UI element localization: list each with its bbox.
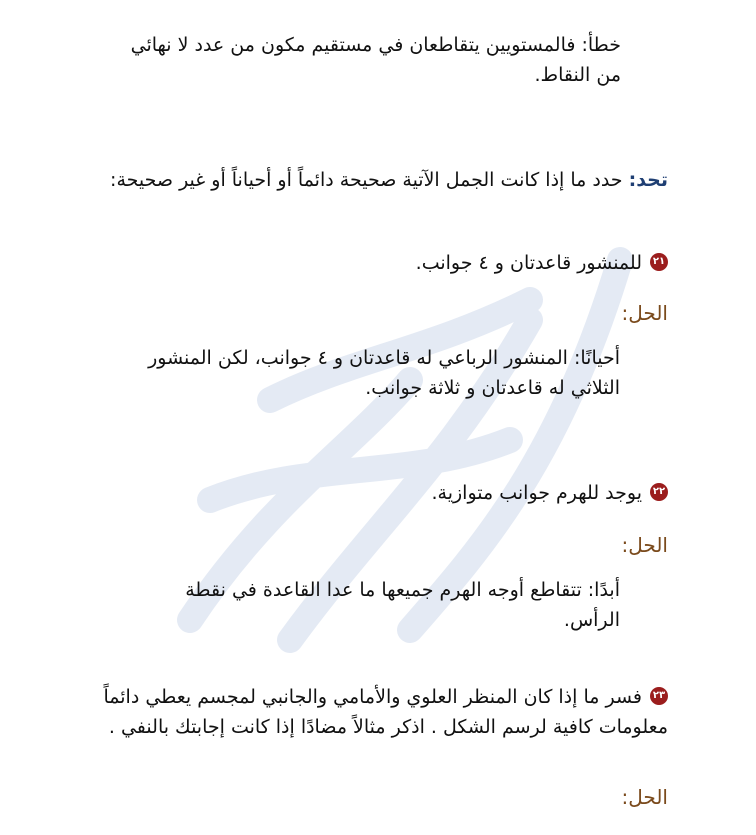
answer-text: أحيانًا: المنشور الرباعي له قاعدتان و ٤ جوانب، لكن المنشور الثلاثي له قاعدتان و ثلاثة جوانب.	[148, 347, 620, 399]
intro-text: خطأ: فالمستويين يتقاطعان في مستقيم مكون من عدد لا نهائي من النقاط.	[130, 34, 621, 86]
solution-label-21	[300, 298, 668, 328]
intro-paragraph	[100, 30, 621, 90]
answer-text: أبدًا: تتقاطع أوجه الهرم جميعها ما عدا القاعدة في نقطة الرأس.	[185, 579, 620, 631]
question-text: فسر ما إذا كان المنظر العلوي والأمامي والجانبي لمجسم يعطي دائماً معلومات كافية لرسم الشكل . اذكر مثالاً مضادًا إذا كانت إجابتك بالنفي .	[103, 686, 668, 738]
challenge-label: تحد:	[628, 169, 668, 191]
solution-label-22	[300, 530, 668, 560]
solution-label: الحل:	[621, 301, 668, 325]
question-22	[200, 478, 668, 508]
answer-22	[170, 575, 620, 635]
challenge-paragraph	[95, 165, 668, 195]
question-text: للمنشور قاعدتان و ٤ جوانب.	[415, 252, 642, 274]
challenge-prompt: حدد ما إذا كانت الجمل الآتية صحيحة دائماً أو أحياناً أو غير صحيحة:	[110, 169, 623, 191]
answer-21	[140, 343, 620, 403]
question-number-badge: ٢٢	[650, 483, 668, 501]
question-text: يوجد للهرم جوانب متوازية.	[431, 482, 642, 504]
solution-label: الحل:	[621, 785, 668, 809]
question-number-badge: ٢١	[650, 253, 668, 271]
question-23	[100, 682, 668, 742]
solution-label-23	[300, 782, 668, 812]
question-number-badge: ٢٣	[650, 687, 668, 705]
question-21	[200, 248, 668, 278]
solution-label: الحل:	[621, 533, 668, 557]
